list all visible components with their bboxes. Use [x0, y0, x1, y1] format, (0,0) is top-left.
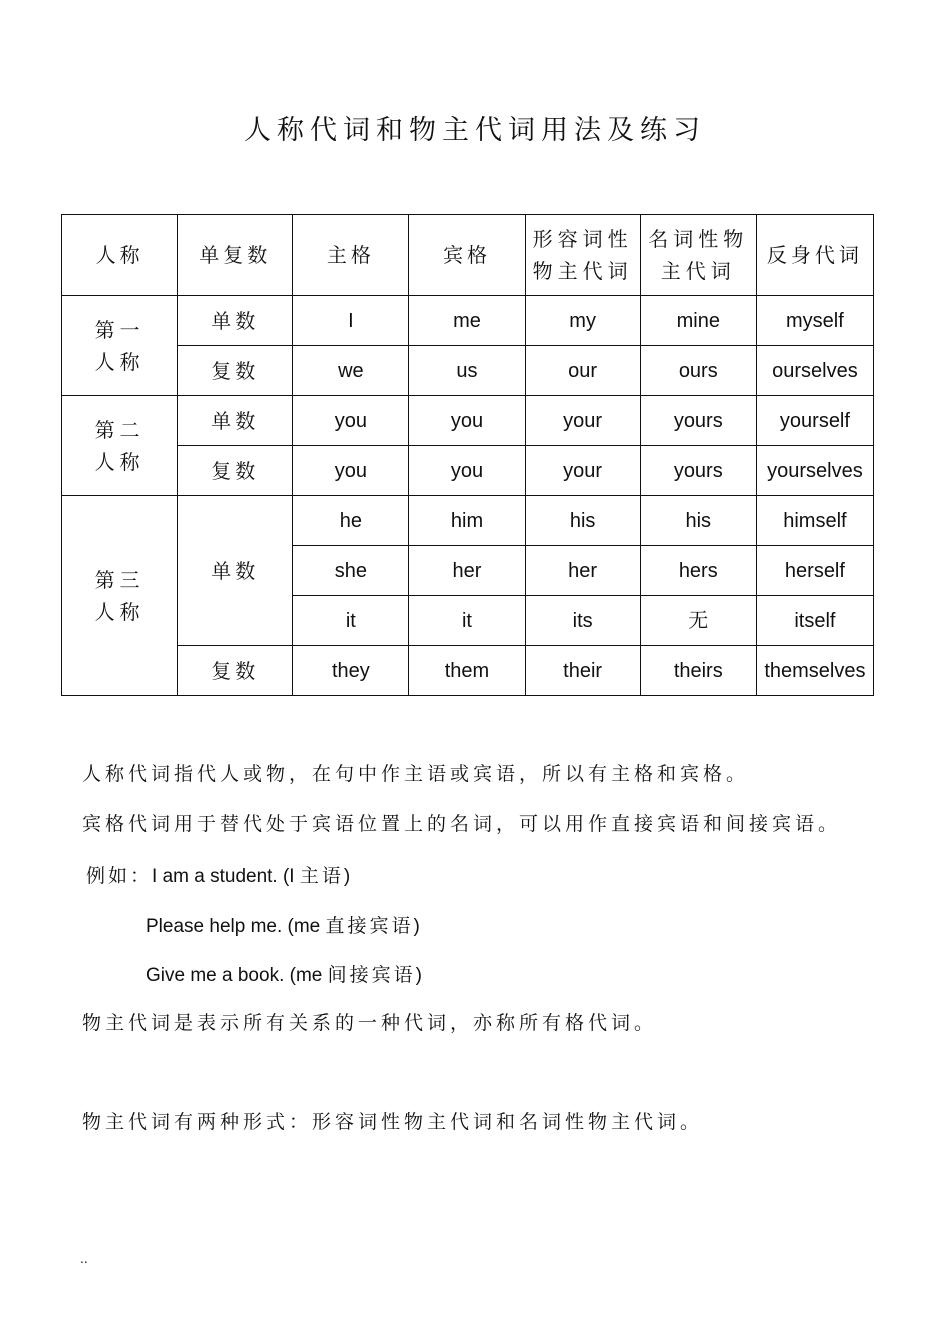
table-header-row [62, 215, 874, 296]
footer-mark: .. [80, 1252, 88, 1266]
example-2-note: 直接宾语 [325, 915, 414, 937]
example-3-english: Give me a book. (me [146, 965, 328, 986]
person-label-line2: 人称 [94, 449, 145, 474]
example-3 [146, 960, 422, 987]
cell-object: me [409, 296, 525, 346]
cell-adj-possessive: their [525, 646, 640, 696]
cell-subject: we [293, 346, 409, 396]
cell-adj-possessive: my [525, 296, 640, 346]
cell-noun-possessive: ours [640, 346, 756, 396]
header-number: 单复数 [178, 215, 293, 296]
header-object: 宾格 [409, 215, 525, 296]
cell-reflexive: myself [756, 296, 873, 346]
person-label-line2: 人称 [94, 599, 145, 624]
cell-object: us [409, 346, 525, 396]
paragraph-personal-pronouns: 人称代词指代人或物，在句中作主语或宾语，所以有主格和宾格。 [82, 763, 750, 785]
cell-noun-possessive: yours [640, 396, 756, 446]
cell-reflexive: herself [756, 546, 873, 596]
paragraph-possessive-pronouns: 物主代词是表示所有关系的一种代词，亦称所有格代词。 [82, 1012, 658, 1034]
cell-adj-possessive: her [525, 546, 640, 596]
header-noun-possessive-line1: 名词性物 [648, 227, 749, 251]
example-2-close: ) [413, 916, 420, 937]
page-title: 人称代词和物主代词用法及练习 [244, 115, 706, 146]
paragraph-possessive-forms: 物主代词有两种形式：形容词性物主代词和名词性物主代词。 [82, 1111, 704, 1133]
cell-object: her [409, 546, 525, 596]
cell-reflexive: yourself [756, 396, 873, 446]
example-intro: 例如： [86, 865, 153, 887]
example-2-english: Please help me. (me [146, 916, 326, 937]
cell-reflexive: himself [756, 496, 873, 546]
cell-noun-possessive: 无 [640, 596, 756, 646]
number-singular: 单数 [178, 296, 293, 346]
example-1-close: ) [343, 866, 351, 887]
cell-object: you [409, 396, 525, 446]
table-row [62, 396, 874, 446]
person-third [62, 496, 178, 696]
header-noun-possessive [640, 215, 756, 296]
header-person: 人称 [62, 215, 178, 296]
cell-reflexive: themselves [756, 646, 873, 696]
header-adj-possessive-line2: 物主代词 [532, 259, 633, 283]
person-label-line1: 第三 [94, 567, 145, 592]
table-row [62, 646, 874, 696]
cell-adj-possessive: its [525, 596, 640, 646]
example-2 [146, 911, 420, 938]
cell-noun-possessive: his [640, 496, 756, 546]
cell-noun-possessive: theirs [640, 646, 756, 696]
cell-reflexive: ourselves [756, 346, 873, 396]
cell-adj-possessive: your [525, 396, 640, 446]
cell-subject: you [293, 446, 409, 496]
example-3-note: 间接宾语 [327, 964, 416, 986]
number-singular: 单数 [178, 396, 293, 446]
table-row [62, 346, 874, 396]
number-plural: 复数 [178, 646, 293, 696]
person-label-line1: 第一 [94, 317, 145, 342]
header-adj-possessive-line1: 形容词性 [532, 227, 633, 251]
pronoun-table [61, 214, 874, 696]
paragraph-object-pronouns: 宾格代词用于替代处于宾语位置上的名词，可以用作直接宾语和间接宾语。 [82, 813, 842, 835]
header-reflexive: 反身代词 [756, 215, 873, 296]
cell-subject: it [293, 596, 409, 646]
cell-object: it [409, 596, 525, 646]
cell-subject: I [293, 296, 409, 346]
cell-reflexive: itself [756, 596, 873, 646]
cell-noun-possessive: mine [640, 296, 756, 346]
person-label-line1: 第二 [94, 417, 145, 442]
cell-object: them [409, 646, 525, 696]
cell-object: him [409, 496, 525, 546]
table-row [62, 296, 874, 346]
cell-adj-possessive: his [525, 496, 640, 546]
header-subject: 主格 [293, 215, 409, 296]
example-1-english: I am a student. (I [152, 866, 300, 887]
person-second [62, 396, 178, 496]
cell-adj-possessive: our [525, 346, 640, 396]
cell-object: you [409, 446, 525, 496]
number-plural: 复数 [178, 446, 293, 496]
cell-noun-possessive: yours [640, 446, 756, 496]
table-row [62, 446, 874, 496]
number-plural: 复数 [178, 346, 293, 396]
cell-reflexive: yourselves [756, 446, 873, 496]
number-singular: 单数 [178, 496, 293, 646]
cell-noun-possessive: hers [640, 546, 756, 596]
example-3-close: ) [415, 965, 422, 986]
table-row [62, 496, 874, 546]
cell-subject: she [293, 546, 409, 596]
header-noun-possessive-line2: 主代词 [660, 259, 736, 283]
cell-subject: you [293, 396, 409, 446]
example-1 [86, 861, 350, 888]
header-adj-possessive [525, 215, 640, 296]
cell-adj-possessive: your [525, 446, 640, 496]
person-label-line2: 人称 [94, 349, 145, 374]
cell-subject: they [293, 646, 409, 696]
example-1-note: 主语 [299, 865, 344, 887]
cell-subject: he [293, 496, 409, 546]
person-first [62, 296, 178, 396]
